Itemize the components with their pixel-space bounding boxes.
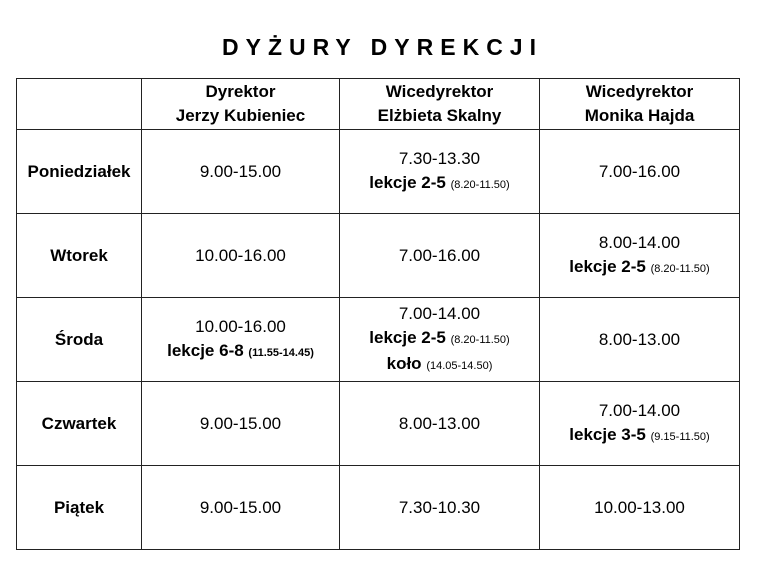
duty-hours: 8.00-13.00 xyxy=(398,413,481,433)
page-title: DYŻURY DYREKCJI xyxy=(222,34,543,60)
table-row xyxy=(17,214,740,298)
duty-cell xyxy=(340,130,540,214)
header-cell-vice-director-1 xyxy=(340,79,540,130)
lesson-label: lekcje 2-5 xyxy=(369,172,446,192)
header-person: Elżbieta Skalny xyxy=(377,106,502,125)
duty-hours: 10.00-13.00 xyxy=(594,497,685,517)
duty-hours: 7.30-10.30 xyxy=(398,497,481,517)
duty-hours: 8.00-13.00 xyxy=(598,329,681,349)
duty-cell xyxy=(340,214,540,298)
table-row xyxy=(17,298,740,382)
duty-cell xyxy=(340,466,540,550)
duty-hours: 7.00-14.00 xyxy=(598,400,681,420)
extra-label: koło xyxy=(386,353,422,373)
duty-hours: 7.00-14.00 xyxy=(398,303,481,323)
lesson-time: (9.15-11.50) xyxy=(650,430,710,443)
duty-hours: 7.00-16.00 xyxy=(598,161,681,181)
duty-hours: 9.00-15.00 xyxy=(199,497,282,517)
lesson-line xyxy=(340,326,539,352)
duty-hours: 10.00-16.00 xyxy=(195,316,286,336)
lesson-time: (11.55-14.45) xyxy=(248,346,314,359)
duty-cell xyxy=(142,466,340,550)
duty-cell xyxy=(340,382,540,466)
lesson-time: (8.20-11.50) xyxy=(650,262,710,275)
duty-cell xyxy=(540,214,740,298)
duty-cell xyxy=(540,466,740,550)
table-header-row xyxy=(17,79,740,130)
duty-hours: 8.00-14.00 xyxy=(598,232,681,252)
header-role: Wicedyrektor xyxy=(585,82,694,101)
header-role: Wicedyrektor xyxy=(385,82,494,101)
duty-schedule-table xyxy=(16,78,740,550)
day-name-cell: Poniedziałek xyxy=(17,130,142,214)
extra-line xyxy=(340,352,539,378)
day-name-cell: Czwartek xyxy=(17,382,142,466)
day-name-cell: Piątek xyxy=(17,466,142,550)
header-cell-vice-director-2 xyxy=(540,79,740,130)
lesson-label: lekcje 3-5 xyxy=(569,424,646,444)
lesson-line xyxy=(540,423,739,449)
header-person: Monika Hajda xyxy=(584,106,695,125)
extra-time: (14.05-14.50) xyxy=(426,359,493,372)
duty-cell xyxy=(540,130,740,214)
table-row xyxy=(17,382,740,466)
duty-cell xyxy=(142,298,340,382)
table-row xyxy=(17,130,740,214)
day-name-cell: Wtorek xyxy=(17,214,142,298)
duty-hours: 7.00-16.00 xyxy=(398,245,481,265)
table-row xyxy=(17,466,740,550)
lesson-label: lekcje 2-5 xyxy=(369,327,446,347)
lesson-line xyxy=(340,171,539,197)
duty-hours: 10.00-16.00 xyxy=(195,245,286,265)
header-person: Jerzy Kubieniec xyxy=(175,106,306,125)
lesson-time: (8.20-11.50) xyxy=(450,333,510,346)
header-role: Dyrektor xyxy=(205,82,276,101)
lesson-label: lekcje 6-8 xyxy=(167,340,244,360)
duty-cell xyxy=(142,382,340,466)
duty-cell xyxy=(142,214,340,298)
duty-hours: 7.30-13.30 xyxy=(398,148,481,168)
duty-cell xyxy=(540,382,740,466)
lesson-label: lekcje 2-5 xyxy=(569,256,646,276)
duty-cell xyxy=(340,298,540,382)
duty-cell xyxy=(142,130,340,214)
lesson-time: (8.20-11.50) xyxy=(450,178,510,191)
lesson-line xyxy=(142,339,339,365)
day-name-cell: Środa xyxy=(17,298,142,382)
header-cell-director xyxy=(142,79,340,130)
lesson-line xyxy=(540,255,739,281)
duty-hours: 9.00-15.00 xyxy=(199,413,282,433)
duty-cell xyxy=(540,298,740,382)
duty-hours: 9.00-15.00 xyxy=(199,161,282,181)
header-cell-empty xyxy=(17,79,142,130)
